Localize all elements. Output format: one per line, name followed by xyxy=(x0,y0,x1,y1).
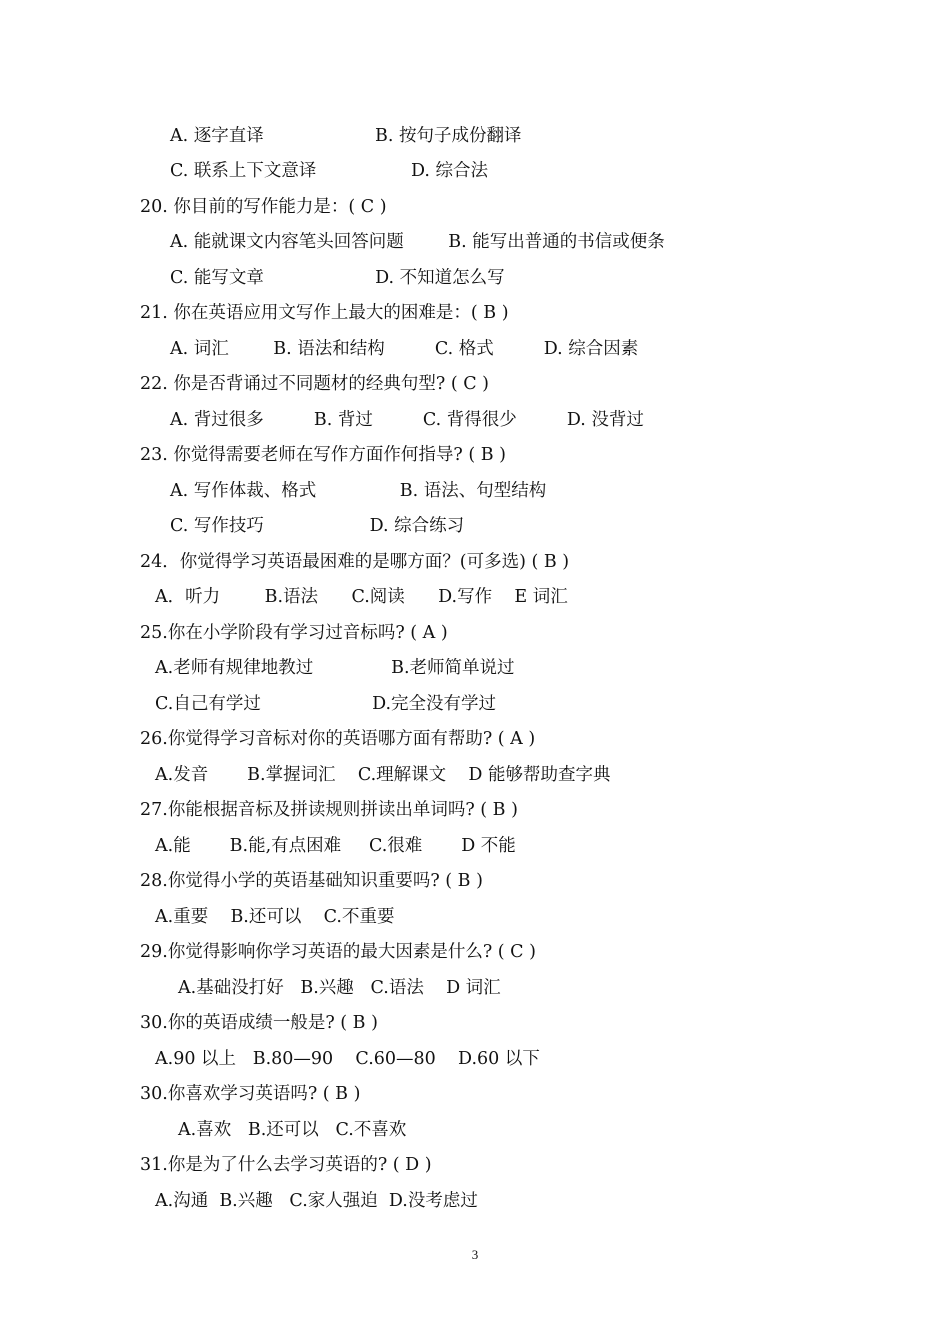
question-31: 31.你是为了什么去学习英语的? ( D ) xyxy=(140,1155,432,1175)
question-30b: 30.你喜欢学习英语吗? ( B ) xyxy=(140,1084,361,1104)
question-30b-options: A.喜欢 B.还可以 C.不喜欢 xyxy=(178,1120,407,1140)
page-number: 3 xyxy=(471,1247,479,1262)
question-23-options-ab: A. 写作体裁、格式 B. 语法、句型结构 xyxy=(170,481,547,501)
question-19-options-ab: A. 逐字直译 B. 按句子成份翻译 xyxy=(170,126,522,146)
question-23: 23. 你觉得需要老师在写作方面作何指导? ( B ) xyxy=(140,445,506,465)
question-26-options: A.发音 B.掌握词汇 C.理解课文 D 能够帮助查字典 xyxy=(155,765,611,785)
question-25-options-ab: A.老师有规律地教过 B.老师简单说过 xyxy=(155,658,515,678)
question-30: 30.你的英语成绩一般是? ( B ) xyxy=(140,1013,378,1033)
question-31-options: A.沟通 B.兴趣 C.家人强迫 D.没考虑过 xyxy=(155,1191,478,1211)
question-28: 28.你觉得小学的英语基础知识重要吗? ( B ) xyxy=(140,871,483,891)
question-24-options: A．听力 B.语法 C.阅读 D.写作 E 词汇 xyxy=(155,587,568,607)
question-21-options: A. 词汇 B. 语法和结构 C. 格式 D. 综合因素 xyxy=(170,339,639,359)
question-22-options: A. 背过很多 B. 背过 C. 背得很少 D. 没背过 xyxy=(170,410,644,430)
question-28-options: A.重要 B.还可以 C.不重要 xyxy=(155,907,395,927)
question-19-options-cd: C. 联系上下文意译 D. 综合法 xyxy=(170,161,488,181)
question-20-options-ab: A. 能就课文内容笔头回答问题 B. 能写出普通的书信或便条 xyxy=(170,232,665,252)
question-25: 25.你在小学阶段有学习过音标吗? ( A ) xyxy=(140,623,448,643)
question-29-options: A.基础没打好 B.兴趣 C.语法 D 词汇 xyxy=(178,978,501,998)
question-25-options-cd: C.自己有学过 D.完全没有学过 xyxy=(155,694,497,714)
question-20-options-cd: C. 能写文章 D. 不知道怎么写 xyxy=(170,268,505,288)
question-23-options-cd: C. 写作技巧 D. 综合练习 xyxy=(170,516,465,536)
question-26: 26.你觉得学习音标对你的英语哪方面有帮助? ( A ) xyxy=(140,729,536,749)
question-27-options: A.能 B.能,有点困难 C.很难 D 不能 xyxy=(155,836,516,856)
question-20: 20. 你目前的写作能力是：( C ) xyxy=(140,197,387,217)
question-29: 29.你觉得影响你学习英语的最大因素是什么? ( C ) xyxy=(140,942,536,962)
question-24: 24．你觉得学习英语最困难的是哪方面？(可多选) ( B ) xyxy=(140,552,570,572)
question-21: 21. 你在英语应用文写作上最大的困难是：( B ) xyxy=(140,303,509,323)
question-30-options: A.90 以上 B.80—90 C.60—80 D.60 以下 xyxy=(155,1049,540,1069)
question-22: 22. 你是否背诵过不同题材的经典句型? ( C ) xyxy=(140,374,490,394)
question-27: 27.你能根据音标及拼读规则拼读出单词吗? ( B ) xyxy=(140,800,518,820)
